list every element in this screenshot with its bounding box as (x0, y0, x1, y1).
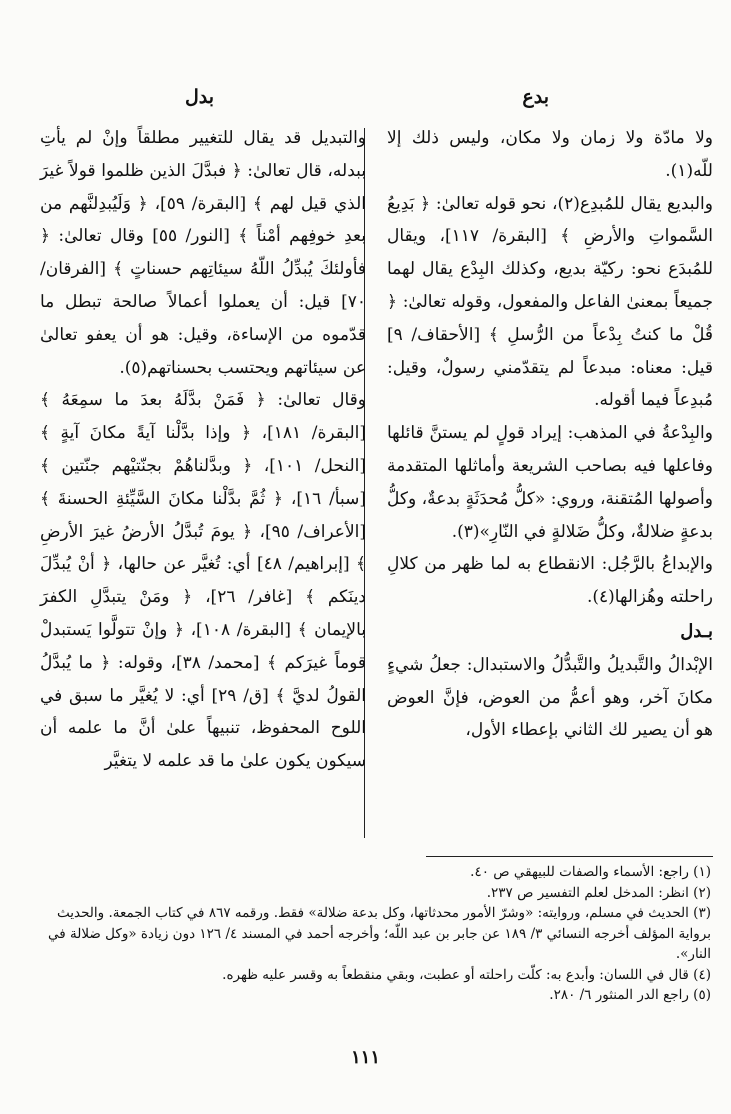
paragraph: والبديع يقال للمُبدِع(٢)، نحو قوله تعالىٰ: ﴿ بَدِيعُ السَّمواتِ والأرضِ ﴾ [البقرة/ ١١٧]، ويقال للمُبدَع نحو: ركيّة بديع، وكذلك البِدْع يقال لهما جميعاً بمعنىٰ الفاعل والمفعول، وقوله تعالىٰ: ﴿ قُلْ ما كنتُ بِدْعاً من الرُّسلِ ﴾ [الأحقاف/ ٩] قيل: معناه: مبدعاً لم يتقدّمني رسولٌ، وقيل: مُبدِعاً فيما أقوله. (387, 193, 713, 411)
paragraph: والإبداعُ بالرَّجُل: الانقطاع به لما ظهر من كلالِ راحلته وهُزالها(٤). (387, 554, 713, 608)
paragraph: والتبديل قد يقال للتغيير مطلقاً وإنْ لم يأتِ ببدله، قال تعالىٰ: ﴿ فبدَّلَ الذين ظلموا قولاً غيرَ الذي قيل لهم ﴾ [البقرة/ ٥٩]، ﴿ وَلَيُبدِلنَّهم من بعدِ خوفِهم أمْناً ﴾ [النور/ ٥٥] وقال تعالىٰ: ﴿ فأولئكَ يُبدِّلُ اللّهُ سيئاتِهم حسناتٍ ﴾ [الفرقان/ ٧٠] قيل: أن يعملوا أعمالاً صالحة تبطل ما قدّموه من الإساءة، وقيل: هو أن يعفو تعالىٰ عن سيئاتهم ويحتسب بحسناتهم(٥). (40, 128, 366, 378)
right-column (387, 122, 713, 747)
footnote: (٢) انظر: المدخل لعلم التفسير ص ٢٣٧. (486, 884, 711, 901)
paragraph: والبِدْعةُ في المذهب: إيراد قولٍ لم يستنَّ قائلها وفاعلها فيه بصاحب الشريعة وأماثلها المتقدمة وأصولها المُتقنة، وروي: «كلُّ مُحدَثَةٍ بدعةٌ، وكلُّ بدعةٍ ضلالةٌ، وكلُّ ضَلالةٍ في النّارِ»(٣). (387, 423, 713, 542)
paragraph: ولا مادّة ولا زمان ولا مكان، وليس ذلك إلا للّه(١). (387, 128, 713, 181)
footnote-rule (426, 856, 713, 857)
footnote: (٣) الحديث في مسلم، وروايته: «وشرّ الأمور محدثاتها، وكل بدعة ضلالة» فقط. ورقمه ٨٦٧ في كتاب الجمعة. والحديث برواية المؤلف أخرجه النسائي ٣/ ١٨٩ عن جابر بن عبد اللّه؛ وأخرجه أحمد في المسند ٤/ ١٢٦ دون زيادة «وكل ضلالة في النار». (48, 905, 711, 962)
paragraph: الإبْدالُ والتَّبديلُ والتَّبدُّلُ والاستبدال: جعلُ شيءٍ مكانَ آخر، وهو أعمُّ من العوض، فإنَّ العوض هو أن يصير لك الثاني بإعطاء الأول، (387, 654, 713, 741)
paragraph: وقال تعالىٰ: ﴿ فَمَنْ بدَّلَهُ بعدَ ما سمِعَهُ ﴾ [البقرة/ ١٨١]، ﴿ وإذا بدَّلْنا آيةً مكانَ آيةٍ ﴾ [النحل/ ١٠١]، ﴿ وبدَّلناهُمْ بجنّتيْهم جنّتين ﴾ [سبأ/ ١٦]، ﴿ ثُمَّ بدَّلْنا مكانَ السَّيِّئةِ الحسنةَ ﴾ [الأعراف/ ٩٥]، ﴿ يومَ تُبدَّلُ الأرضُ غيرَ الأرضِ ﴾ [إبراهيم/ ٤٨] أي: تُغيَّر عن حالها، ﴿ أنْ يُبدِّلَ دينَكم ﴾ [غافر/ ٢٦]، ﴿ ومَنْ يتبدَّلِ الكفرَ بالإيمان ﴾ [البقرة/ ١٠٨]، ﴿ وإنْ تتولَّوا يَستبدلْ قوماً غيرَكم ﴾ [محمد/ ٣٨]، وقوله: ﴿ ما يُبدَّلُ القولُ لديَّ ﴾ [ق/ ٢٩] أي: لا يُغيَّر ما سبق في اللوح المحفوظ، تنبيهاً علىٰ أنَّ ما علمه أن سيكون يكون علىٰ ما قد علمه لا يتغيَّر (40, 390, 367, 772)
footnotes (31, 862, 711, 1006)
section-title: بـدل (680, 620, 713, 642)
footnote: (١) راجع: الأسماء والصفات للبيهقي ص ٤٠. (470, 864, 711, 880)
left-column (40, 122, 366, 778)
page-header-right: بدع (522, 86, 549, 108)
footnote: (٤) قال في اللسان: وأبدع به: كلّت راحلته أو عطبت، وبقي منقطعاً به وقسر عليه ظهره. (222, 966, 711, 983)
page-header-left: بدل (185, 86, 215, 108)
footnote: (٥) راجع الدر المنثور ٦/ ٢٨٠. (549, 987, 711, 1003)
page-number: ١١١ (350, 1047, 380, 1068)
